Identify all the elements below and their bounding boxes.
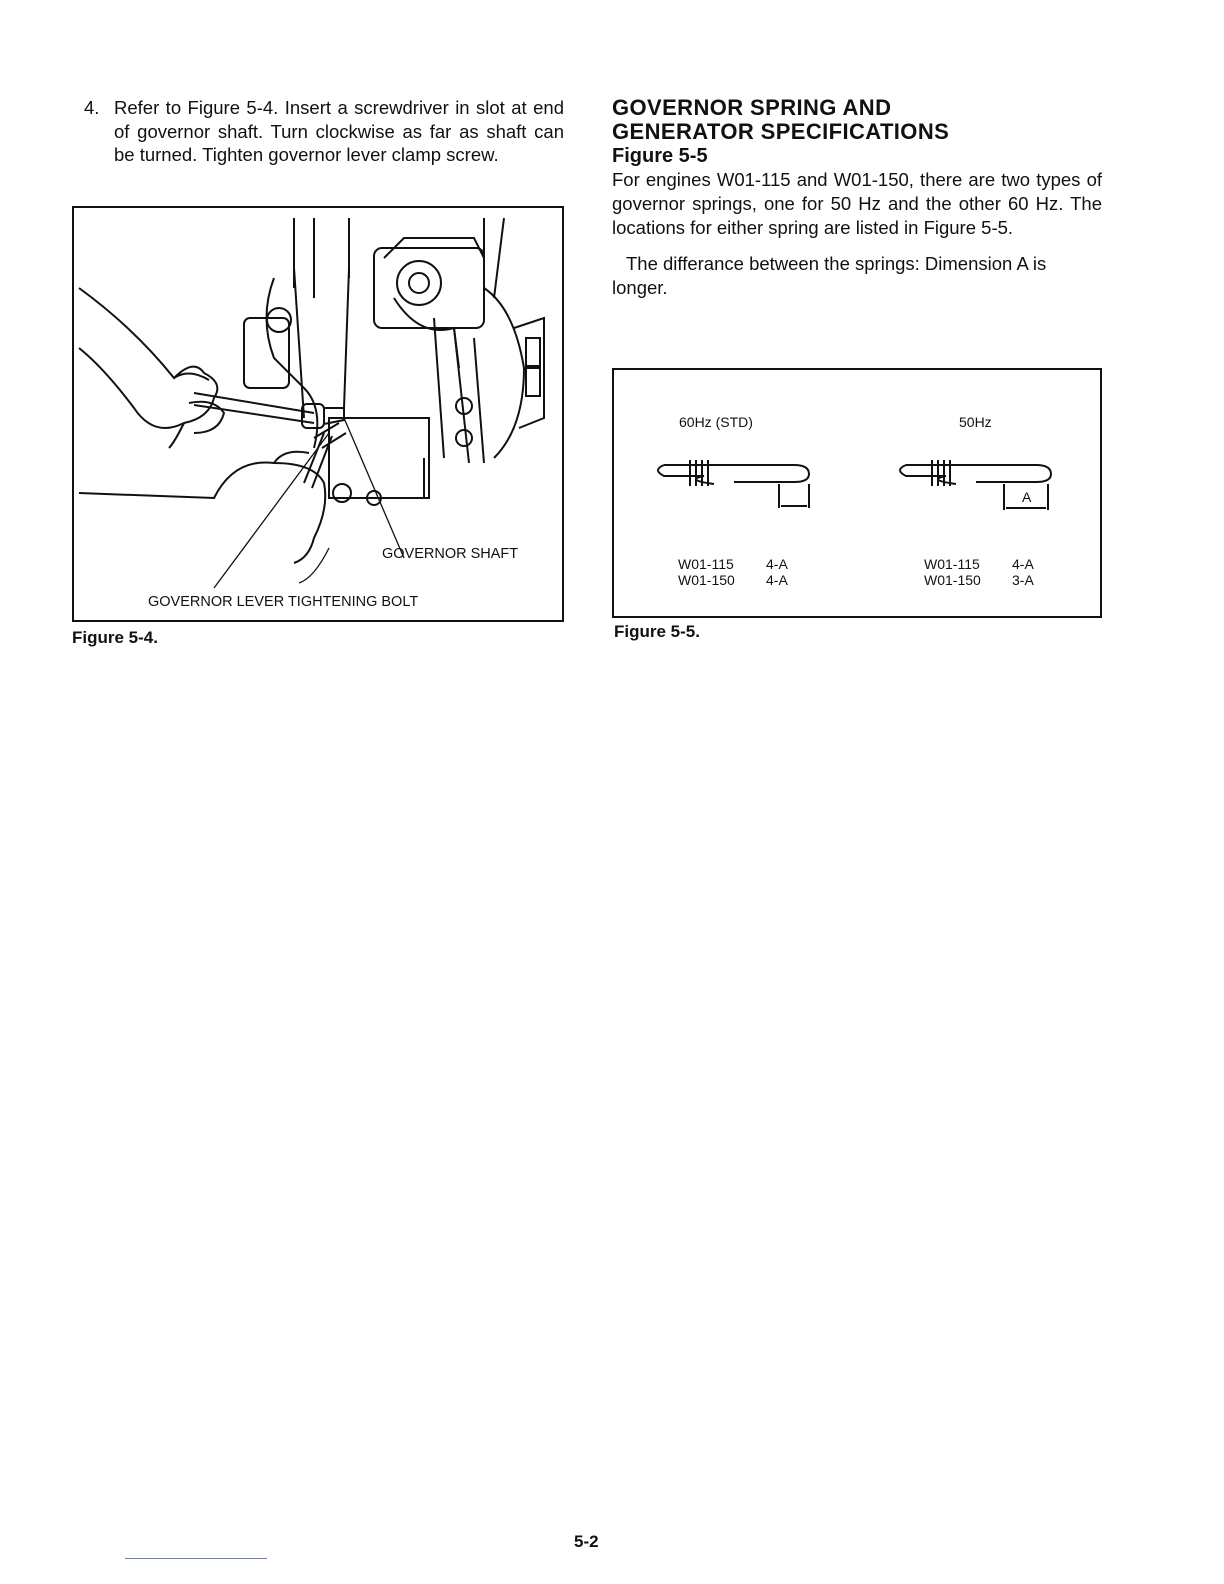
governor-bolt-label: GOVERNOR LEVER TIGHTENING BOLT (148, 594, 419, 610)
paragraph-2: The differance between the springs: Dimension A is longer. (612, 253, 1047, 298)
spring-60hz-table (678, 556, 788, 588)
step-4 (84, 96, 564, 167)
figure-reference: Figure 5-5 (612, 145, 708, 167)
table-row: W01-115 4-A (924, 556, 1034, 572)
spring-60hz-icon (644, 450, 824, 510)
figure-5-4 (72, 206, 564, 622)
spring-60hz-title: 60Hz (STD) (679, 414, 753, 430)
dimension-a-label: A (1022, 489, 1032, 505)
step-number: 4. (84, 97, 100, 118)
figure-5-5 (612, 368, 1102, 618)
page-number: 5-2 (574, 1532, 599, 1551)
figure-5-5-caption: Figure 5-5. (614, 622, 700, 641)
governor-shaft-label: GOVERNOR SHAFT (382, 546, 519, 562)
table-row: W01-115 4-A (678, 556, 788, 572)
left-column (84, 96, 564, 167)
footer-divider (125, 1558, 267, 1559)
section-heading-line2: GENERATOR SPECIFICATIONS (612, 119, 950, 144)
right-column (612, 96, 1102, 300)
figure-5-4-caption: Figure 5-4. (72, 628, 158, 647)
table-row: W01-150 3-A (924, 572, 1034, 588)
section-heading-line1: GOVERNOR SPRING AND (612, 95, 892, 120)
spring-50hz-table (924, 556, 1034, 588)
step-text: Refer to Figure 5-4. Insert a screwdriver in slot at end of governor shaft. Turn clockwise as far as shaft can be turned. Tighten governor lever clamp screw. (114, 97, 564, 165)
table-row: W01-150 4-A (678, 572, 788, 588)
spring-50hz-title: 50Hz (959, 414, 992, 430)
spring-50hz-icon (886, 450, 1066, 510)
paragraph-1: For engines W01-115 and W01-150, there are two types of governor springs, one for 50 Hz and the other 60 Hz. The locations for either spring are listed in Figure 5-5. (612, 169, 1102, 238)
